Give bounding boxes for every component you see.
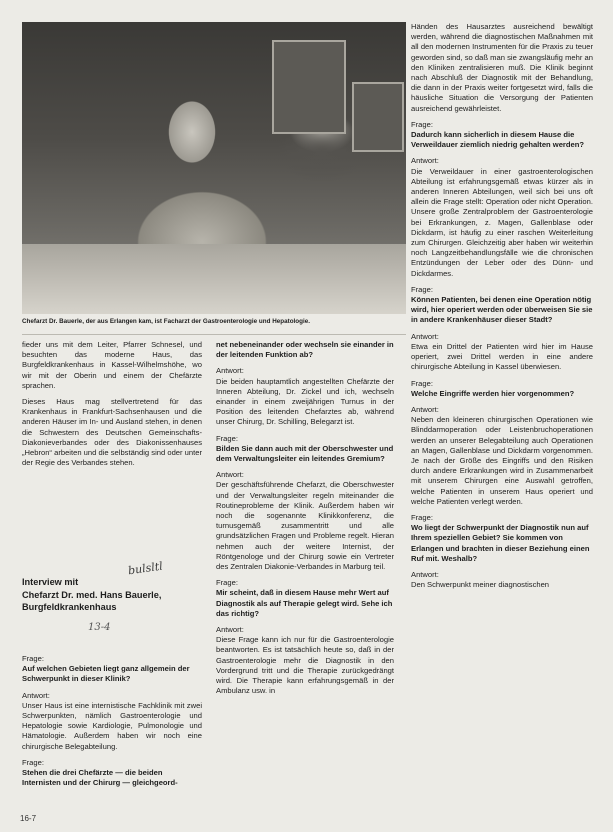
interview-title-line3: Burgfeldkrankenhaus	[22, 602, 117, 612]
question-text: Stehen die drei Chefärzte — die beiden Internisten und der Chirurg — gleichgeord-	[22, 768, 178, 788]
question-text: Können Patienten, bei denen eine Operation nötig wird, hier operiert werden oder überweisen Sie sie in andere Krankenhäuser dieser Stadt?	[411, 295, 593, 325]
right-column	[411, 22, 593, 596]
interview-title-line2: Chefarzt Dr. med. Hans Bauerle,	[22, 589, 162, 600]
question-text: Dadurch kann sicherlich in diesem Hause die Verweildauer ziemlich niedrig gehalten werden?	[411, 130, 585, 150]
question-label: Frage:	[216, 578, 238, 588]
interview-title-line1: Interview mit	[22, 577, 79, 587]
handwritten-note: bulsltl	[127, 559, 164, 578]
question-label: Frage:	[411, 378, 433, 388]
question-label: Frage:	[411, 512, 433, 522]
answer-continuation: Händen des Hausarztes ausreichend bewältigt werden, während die diagnostischen Maßnahmen mit all den modernen Instrumenten für die Praxis zu teuer geworden sind, so daß man sie zwangsläufig mehr an den Kliniken zentralisieren muß. Die Klinik beginnt nach Abschluß der Diagnostik mit der Behandlung, die dann in der Praxis weiter fortgesetzt wird, falls die häusliche Situation die Versorgung der Patienten ausreichend gewährleistet.	[411, 22, 593, 113]
wall-picture-small	[352, 82, 404, 152]
answer-label: Antwort:	[411, 404, 439, 414]
photo-caption: Chefarzt Dr. Bauerle, der aus Erlangen kam, ist Facharzt der Gastroenterologie und Hepatologie.	[22, 318, 310, 325]
answer-text: Unser Haus ist eine internistische Fachklinik mit zwei Schwerpunkten, nämlich Gastroenterologie und Hepatologie sowie Kardiologie, Pulmonologie und Hämatologie. Außerdem haben wir noch eine chirurgische Belegabteilung.	[22, 700, 202, 751]
question-text: Bilden Sie dann auch mit der Oberschwester und dem Verwaltungsleiter ein leitendes Gremium?	[216, 443, 394, 464]
question-text: Wo liegt der Schwerpunkt der Diagnostik nun auf Ihrem speziellen Gebiet? Sie kommen von Erlangen und brachten in dieser Beziehung einen Ruf mit. Weshalb?	[411, 523, 590, 563]
question-continuation: net nebeneinander oder wechseln sie einander in der leitenden Funktion ab?	[216, 340, 394, 360]
left-column	[22, 340, 202, 474]
wall-picture	[272, 40, 346, 134]
answer-label: Antwort:	[216, 470, 244, 480]
intro-paragraph-2: Dieses Haus mag stellvertretend für das Krankenhaus in Frankfurt-Sachsenhausen und die anderen Häuser im In- und Ausland stehen, in denen die Schwestern des Deutschen Gemeinschafts-Diakonieverbandes oder des Diakonissenhauses „Hebron“ arbeiten und die selbständig sind oder unter der Regie des Verbandes stehen.	[22, 397, 202, 468]
answer-label: Antwort:	[411, 156, 439, 166]
question-label: Frage:	[411, 284, 433, 294]
question-label: Frage:	[22, 654, 44, 663]
answer-label: Antwort:	[216, 366, 244, 376]
question-label: Frage:	[411, 119, 433, 129]
answer-label: Antwort:	[22, 690, 50, 700]
portrait-photo	[22, 22, 406, 314]
answer-text: Die Verweildauer in einer gastroenterologischen Abteilung ist erfahrungsgemäß etwas kürzer als in anderen Inneren Abteilungen, weil sich bei uns oft allein die Frage stellt: Operation oder nicht Operation. Unsere große Zentralproblem der Gastroenterologie bei Erkrankungen, z. Magen, Gallenblase oder Dickdarm, ist häufig zu einer raschen Weiterleitung zum Chirurgen. Gleichzeitig aber haben wir weiterhin noch Langzeitbehandlungsfälle wie die chronischen Entzündungen der Leber oder des Dünn- und Dickdarmes.	[411, 166, 593, 278]
question-label: Frage:	[22, 757, 44, 767]
middle-column	[216, 340, 394, 703]
desk	[22, 244, 406, 314]
interview-title	[22, 576, 202, 614]
question-text: Welche Eingriffe werden hier vorgenommen?	[411, 388, 575, 398]
question-text: Auf welchen Gebieten liegt ganz allgemein der Schwerpunkt in dieser Klinik?	[22, 664, 190, 684]
answer-text: Den Schwerpunkt meiner diagnostischen	[411, 580, 550, 590]
left-qa	[22, 648, 202, 794]
answer-text: Neben den kleineren chirurgischen Operationen wie Blinddarmoperation oder Leistenbruchoperationen werden an unserer Belegabteilung auch Operationen an Magen, Gallenblase und Dickdarm vorgenommen. Je nach der Größe des Eingriffs und den Risiken durch andere Erkrankungen wird in Zusammenarbeit mit unserem Chirurgen eine Auswahl getroffen, welche Patienten in unserem Haus operiert und welche Patienten verlegt werden.	[411, 415, 593, 506]
answer-label: Antwort:	[411, 331, 439, 341]
answer-label: Antwort:	[216, 625, 244, 635]
question-label: Frage:	[216, 433, 238, 443]
page-number: 16-7	[20, 814, 37, 823]
answer-text: Der geschäftsführende Chefarzt, die Oberschwester und der Verwaltungsleiter regeln miteinander die Routineprobleme der Klinik. Außerdem haben wir noch die sogenannte Klinikkonferenz, die turnusgemäß zusammentritt und alle grundsätzlichen Fragen und Probleme regelt. Hieran nehmen auch der weitere Internist, der Röntgenologe und der Chirurg sowie ein Vertreter des Zentralen Diakonie-Verbandes in Marburg teil.	[216, 480, 394, 572]
answer-text: Diese Frage kann ich nur für die Gastroenterologie beantworten. Es ist tatsächlich heute so, daß in der Gastroenterologie mehr die Diagnostik in den Vordergrund tritt und die Therapie zurückgedrängt wird. Die Therapie kann erfahrungsgemäß in der Ambulanz usw. in	[216, 635, 394, 696]
answer-label: Antwort:	[411, 569, 439, 579]
intro-paragraph-1: fieder uns mit dem Leiter, Pfarrer Schnesel, und besuchten das moderne Haus, das Burgfeldkrankenhaus in Kassel-Wilhelmshöhe, wo wir mit der Oberin und einem der Chefärzte sprachen.	[22, 340, 202, 390]
handwritten-number: 13-4	[88, 622, 111, 633]
question-text: Mir scheint, daß in diesem Hause mehr Wert auf Diagnostik als auf Therapie gelegt wird. Sehe ich das richtig?	[216, 588, 393, 618]
answer-text: Die beiden hauptamtlich angestellten Chefärzte der Inneren Abteilung, Dr. Zickel und ich, wechseln einander in einem zweijährigen Turnus in der Position des leitenden Chefarztes ab, während unser Chirurg, Dr. Schilling, Belegarzt ist.	[216, 376, 394, 427]
answer-text: Etwa ein Drittel der Patienten wird hier im Hause operiert, zwei Drittel werden in eine andere chirurgische Abteilung in Kassel überwiesen.	[411, 341, 593, 372]
divider	[22, 334, 406, 335]
